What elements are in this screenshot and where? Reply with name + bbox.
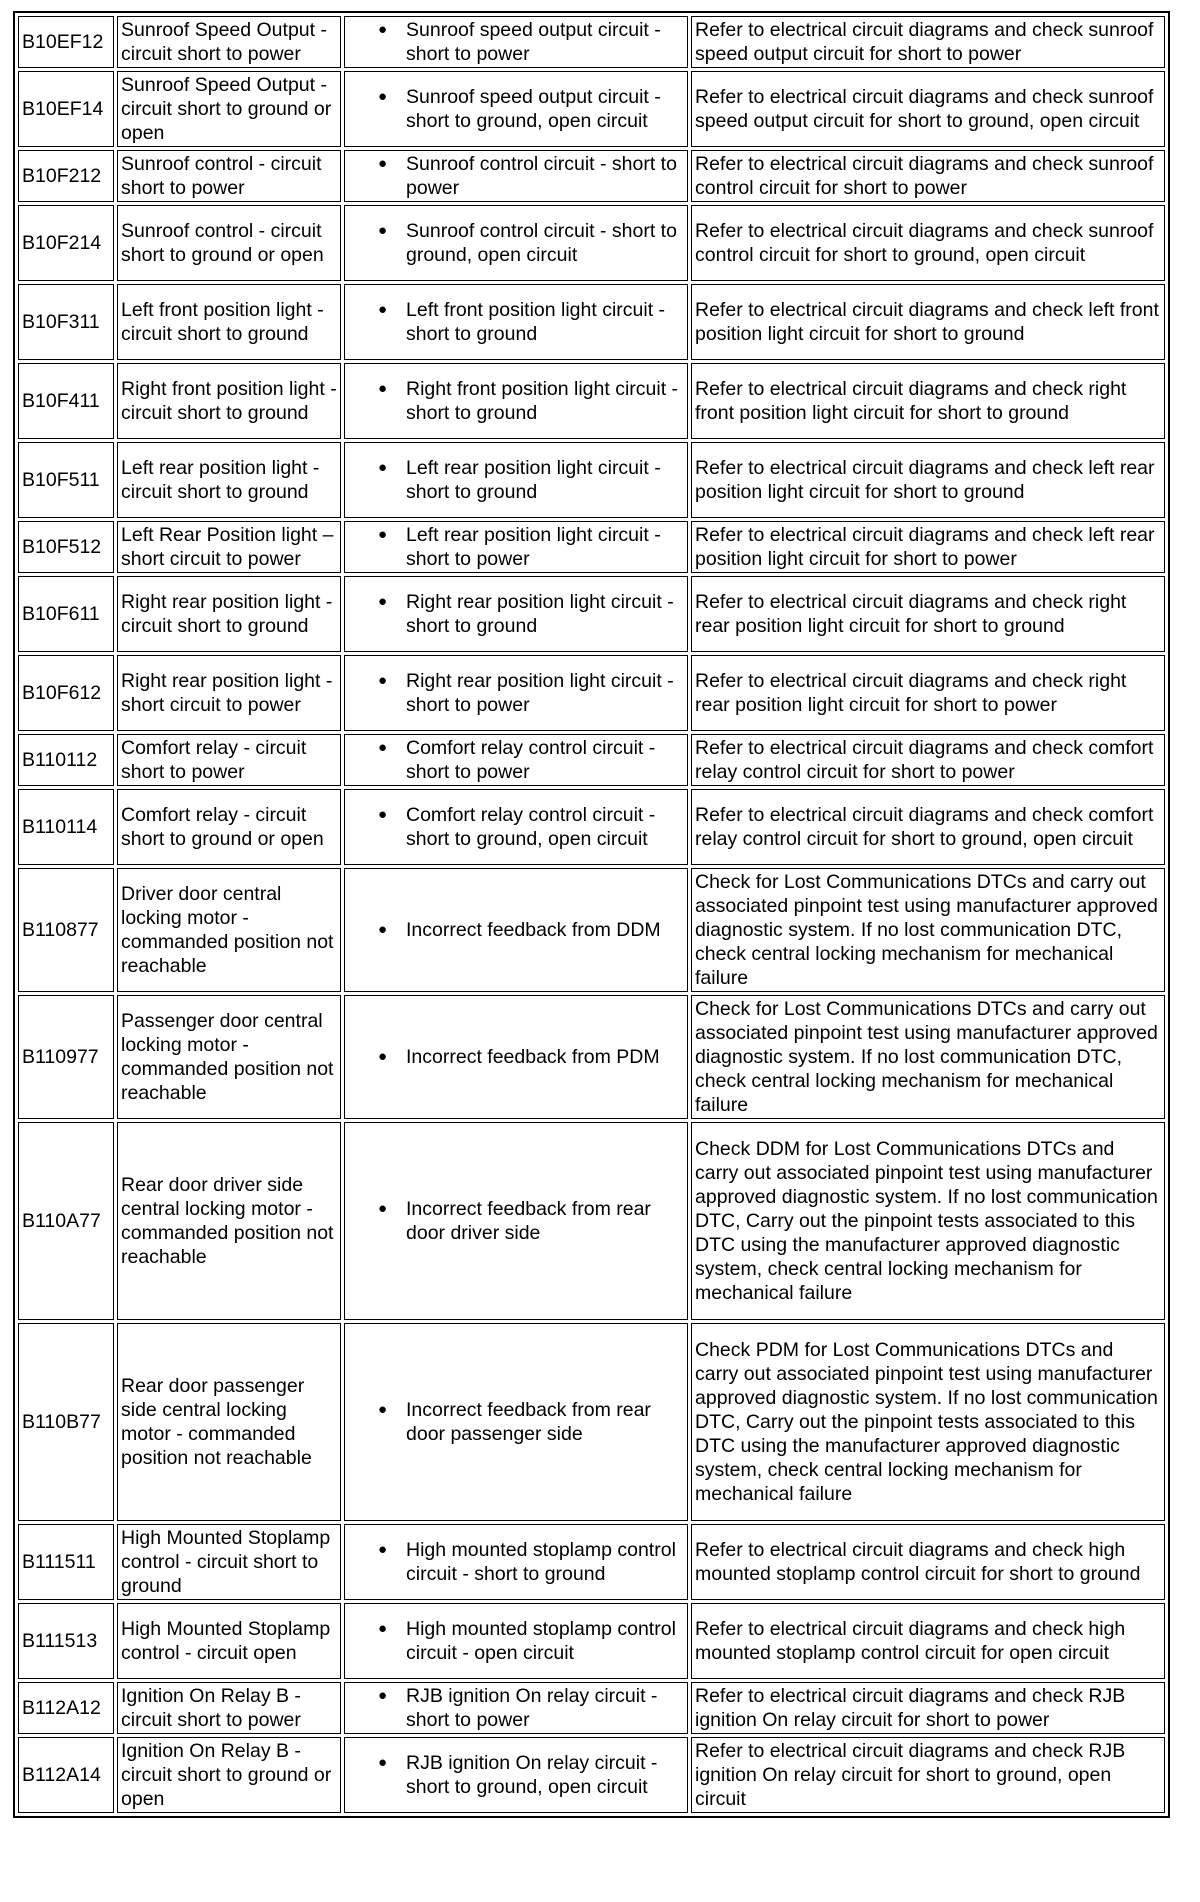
table-row	[18, 1603, 1165, 1679]
table-row	[18, 655, 1165, 731]
table-row	[18, 789, 1165, 865]
action-cell: Refer to electrical circuit diagrams and check sunroof control circuit for short to ground, open circuit	[691, 205, 1165, 281]
description-cell: Right rear position light - circuit short to ground	[117, 576, 341, 652]
possible-cause-cell	[344, 1524, 688, 1600]
possible-cause-cell	[344, 16, 688, 68]
possible-cause-cell	[344, 205, 688, 281]
possible-cause-cell	[344, 789, 688, 865]
dtc-code-cell: B10F612	[18, 655, 114, 731]
description-cell: Driver door central locking motor - commanded position not reachable	[117, 868, 341, 992]
table-row	[18, 284, 1165, 360]
cause-item: ● RJB ignition On relay circuit - short to power	[406, 1684, 684, 1732]
table-row	[18, 1524, 1165, 1600]
description-cell: Comfort relay - circuit short to ground or open	[117, 789, 341, 865]
cause-item: ● Sunroof control circuit - short to power	[406, 152, 684, 200]
dtc-code-cell: B112A14	[18, 1737, 114, 1813]
action-cell: Refer to electrical circuit diagrams and check comfort relay control circuit for short to power	[691, 734, 1165, 786]
dtc-code-cell: B110A77	[18, 1122, 114, 1320]
table-row	[18, 521, 1165, 573]
possible-cause-cell	[344, 150, 688, 202]
description-cell: Rear door driver side central locking motor - commanded position not reachable	[117, 1122, 341, 1320]
cause-item: ● RJB ignition On relay circuit - short to ground, open circuit	[406, 1751, 684, 1799]
table-row	[18, 1323, 1165, 1521]
dtc-code-cell: B110112	[18, 734, 114, 786]
cause-item: ● Sunroof control circuit - short to ground, open circuit	[406, 219, 684, 267]
cause-item: ● Left rear position light circuit - short to power	[406, 523, 684, 571]
dtc-code-cell: B110877	[18, 868, 114, 992]
action-cell: Refer to electrical circuit diagrams and check high mounted stoplamp control circuit for short to ground	[691, 1524, 1165, 1600]
dtc-code-cell: B110B77	[18, 1323, 114, 1521]
dtc-code-cell: B10F512	[18, 521, 114, 573]
description-cell: Right front position light - circuit short to ground	[117, 363, 341, 439]
action-cell: Refer to electrical circuit diagrams and check left rear position light circuit for short to power	[691, 521, 1165, 573]
description-cell: Left front position light - circuit short to ground	[117, 284, 341, 360]
cause-item: ● Incorrect feedback from DDM	[406, 918, 684, 942]
table-row	[18, 205, 1165, 281]
cause-item: ● Right front position light circuit - short to ground	[406, 377, 684, 425]
dtc-code-cell: B110977	[18, 995, 114, 1119]
table-row	[18, 1122, 1165, 1320]
table-row	[18, 150, 1165, 202]
dtc-code-cell: B111511	[18, 1524, 114, 1600]
dtc-code-cell: B10F511	[18, 442, 114, 518]
action-cell: Refer to electrical circuit diagrams and check sunroof control circuit for short to power	[691, 150, 1165, 202]
possible-cause-cell	[344, 868, 688, 992]
action-cell: Refer to electrical circuit diagrams and check right front position light circuit for short to ground	[691, 363, 1165, 439]
cause-item: ● Incorrect feedback from rear door passenger side	[406, 1398, 684, 1446]
action-cell: Refer to electrical circuit diagrams and check comfort relay control circuit for short to ground, open circuit	[691, 789, 1165, 865]
cause-item: ● Right rear position light circuit - short to ground	[406, 590, 684, 638]
action-cell: Refer to electrical circuit diagrams and check sunroof speed output circuit for short to ground, open circuit	[691, 71, 1165, 147]
table-row	[18, 995, 1165, 1119]
action-cell: Refer to electrical circuit diagrams and check right rear position light circuit for short to power	[691, 655, 1165, 731]
cause-item: ● Sunroof speed output circuit - short to ground, open circuit	[406, 85, 684, 133]
description-cell: Left Rear Position light – short circuit to power	[117, 521, 341, 573]
possible-cause-cell	[344, 442, 688, 518]
possible-cause-cell	[344, 734, 688, 786]
dtc-code-cell: B110114	[18, 789, 114, 865]
cause-item: ● Right rear position light circuit - short to power	[406, 669, 684, 717]
action-cell: Check DDM for Lost Communications DTCs and carry out associated pinpoint test using manufacturer approved diagnostic system. If no lost communication DTC, Carry out the pinpoint tests associated to this DTC using the manufacturer approved diagnostic system, check central locking mechanism for mechanical failure	[691, 1122, 1165, 1320]
possible-cause-cell	[344, 1122, 688, 1320]
cause-item: ● Sunroof speed output circuit - short to power	[406, 18, 684, 66]
description-cell: Sunroof control - circuit short to power	[117, 150, 341, 202]
dtc-table-body	[18, 16, 1165, 1813]
possible-cause-cell	[344, 1603, 688, 1679]
dtc-code-cell: B10EF14	[18, 71, 114, 147]
table-row	[18, 868, 1165, 992]
dtc-code-cell: B10F611	[18, 576, 114, 652]
possible-cause-cell	[344, 1682, 688, 1734]
cause-item: ● Incorrect feedback from rear door driver side	[406, 1197, 684, 1245]
table-row	[18, 576, 1165, 652]
description-cell: Passenger door central locking motor - commanded position not reachable	[117, 995, 341, 1119]
action-cell: Refer to electrical circuit diagrams and check high mounted stoplamp control circuit for open circuit	[691, 1603, 1165, 1679]
cause-item: ● Comfort relay control circuit - short to ground, open circuit	[406, 803, 684, 851]
table-row	[18, 71, 1165, 147]
dtc-table	[13, 11, 1170, 1818]
description-cell: Sunroof Speed Output - circuit short to power	[117, 16, 341, 68]
possible-cause-cell	[344, 521, 688, 573]
description-cell: Sunroof Speed Output - circuit short to ground or open	[117, 71, 341, 147]
possible-cause-cell	[344, 655, 688, 731]
dtc-code-cell: B10F311	[18, 284, 114, 360]
action-cell: Refer to electrical circuit diagrams and check left front position light circuit for short to ground	[691, 284, 1165, 360]
action-cell: Refer to electrical circuit diagrams and check left rear position light circuit for short to ground	[691, 442, 1165, 518]
description-cell: Left rear position light - circuit short to ground	[117, 442, 341, 518]
description-cell: Comfort relay - circuit short to power	[117, 734, 341, 786]
possible-cause-cell	[344, 363, 688, 439]
possible-cause-cell	[344, 1323, 688, 1521]
description-cell: High Mounted Stoplamp control - circuit short to ground	[117, 1524, 341, 1600]
table-row	[18, 442, 1165, 518]
possible-cause-cell	[344, 576, 688, 652]
cause-item: ● Left front position light circuit - short to ground	[406, 298, 684, 346]
action-cell: Check for Lost Communications DTCs and carry out associated pinpoint test using manufacturer approved diagnostic system. If no lost communication DTC, check central locking mechanism for mechanical failure	[691, 995, 1165, 1119]
cause-item: ● High mounted stoplamp control circuit - open circuit	[406, 1617, 684, 1665]
possible-cause-cell	[344, 995, 688, 1119]
possible-cause-cell	[344, 1737, 688, 1813]
possible-cause-cell	[344, 71, 688, 147]
description-cell: Sunroof control - circuit short to ground or open	[117, 205, 341, 281]
dtc-code-cell: B10F212	[18, 150, 114, 202]
dtc-code-cell: B111513	[18, 1603, 114, 1679]
table-row	[18, 1737, 1165, 1813]
action-cell: Refer to electrical circuit diagrams and check sunroof speed output circuit for short to power	[691, 16, 1165, 68]
action-cell: Refer to electrical circuit diagrams and check RJB ignition On relay circuit for short to ground, open circuit	[691, 1737, 1165, 1813]
table-row	[18, 363, 1165, 439]
description-cell: Ignition On Relay B - circuit short to power	[117, 1682, 341, 1734]
description-cell: High Mounted Stoplamp control - circuit open	[117, 1603, 341, 1679]
description-cell: Rear door passenger side central locking motor - commanded position not reachable	[117, 1323, 341, 1521]
action-cell: Check PDM for Lost Communications DTCs and carry out associated pinpoint test using manufacturer approved diagnostic system. If no lost communication DTC, Carry out the pinpoint tests associated to this DTC using the manufacturer approved diagnostic system, check central locking mechanism for mechanical failure	[691, 1323, 1165, 1521]
action-cell: Refer to electrical circuit diagrams and check RJB ignition On relay circuit for short to power	[691, 1682, 1165, 1734]
cause-item: ● Comfort relay control circuit - short to power	[406, 736, 684, 784]
cause-item: ● High mounted stoplamp control circuit - short to ground	[406, 1538, 684, 1586]
action-cell: Check for Lost Communications DTCs and carry out associated pinpoint test using manufacturer approved diagnostic system. If no lost communication DTC, check central locking mechanism for mechanical failure	[691, 868, 1165, 992]
dtc-code-cell: B10F411	[18, 363, 114, 439]
dtc-code-cell: B112A12	[18, 1682, 114, 1734]
dtc-code-cell: B10F214	[18, 205, 114, 281]
description-cell: Right rear position light - short circuit to power	[117, 655, 341, 731]
table-row	[18, 1682, 1165, 1734]
description-cell: Ignition On Relay B - circuit short to ground or open	[117, 1737, 341, 1813]
dtc-code-cell: B10EF12	[18, 16, 114, 68]
table-row	[18, 16, 1165, 68]
table-row	[18, 734, 1165, 786]
cause-item: ● Incorrect feedback from PDM	[406, 1045, 684, 1069]
cause-item: ● Left rear position light circuit - short to ground	[406, 456, 684, 504]
possible-cause-cell	[344, 284, 688, 360]
action-cell: Refer to electrical circuit diagrams and check right rear position light circuit for short to ground	[691, 576, 1165, 652]
